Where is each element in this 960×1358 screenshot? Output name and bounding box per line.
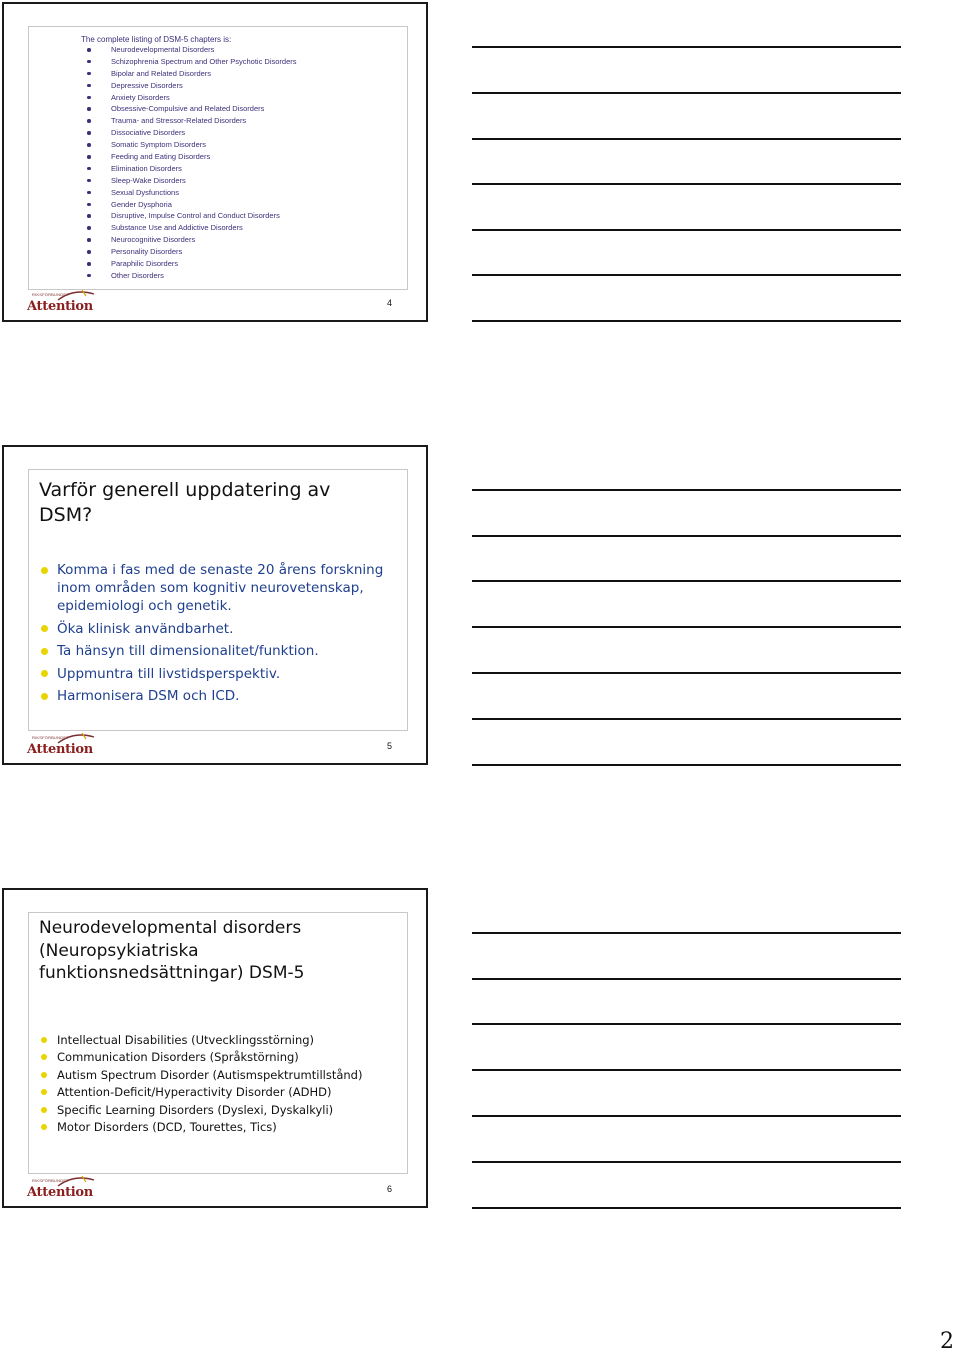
bullet-icon: [41, 1037, 47, 1043]
slide-number: 4: [386, 298, 392, 308]
list-item: Depressive Disorders: [81, 80, 297, 92]
list-item: Schizophrenia Spectrum and Other Psychotic Disorders: [81, 56, 297, 68]
bullet-icon: [87, 250, 91, 254]
note-line: [472, 274, 901, 276]
list-item: Komma i fas med de senaste 20 årens forskning inom områden som kognitiv neurovetenskap, epidemiologi och genetik.: [39, 561, 397, 615]
note-line: [472, 535, 901, 537]
list-item: Autism Spectrum Disorder (Autismspektrumtillstånd): [39, 1068, 362, 1082]
slide-6: [2, 888, 428, 1208]
bullet-icon: [87, 60, 91, 64]
note-line: [472, 1023, 901, 1025]
list-item: Anxiety Disorders: [81, 92, 297, 104]
note-line: [472, 764, 901, 766]
note-line: [472, 1161, 901, 1163]
bullet-icon: [87, 262, 91, 266]
list-item: Personality Disorders: [81, 246, 297, 258]
list-item: Obsessive-Compulsive and Related Disorders: [81, 103, 297, 115]
note-line: [472, 580, 901, 582]
page-number: 2: [940, 1329, 954, 1354]
note-line: [472, 489, 901, 491]
note-line: [472, 932, 901, 934]
list-item: Attention-Deficit/Hyperactivity Disorder (ADHD): [39, 1085, 362, 1099]
bullet-icon: [87, 143, 91, 147]
bullet-icon: [87, 131, 91, 135]
slide-content-area: [28, 26, 408, 290]
bullet-list: [39, 1033, 362, 1137]
chapter-list: [81, 44, 297, 282]
bullet-icon: [87, 167, 91, 171]
bullet-icon: [87, 107, 91, 111]
bullet-icon: [41, 1124, 47, 1130]
list-item: Neurodevelopmental Disorders: [81, 44, 297, 56]
list-item: Elimination Disorders: [81, 163, 297, 175]
list-item: Harmonisera DSM och ICD.: [39, 687, 397, 705]
list-item: Somatic Symptom Disorders: [81, 139, 297, 151]
slide-5: [2, 445, 428, 765]
note-line: [472, 229, 901, 231]
bullet-icon: [87, 179, 91, 183]
bullet-icon: [87, 119, 91, 123]
bullet-icon: [41, 567, 48, 574]
list-item: Ta hänsyn till dimensionalitet/funktion.: [39, 642, 397, 660]
list-item: Uppmuntra till livstidsperspektiv.: [39, 665, 397, 683]
list-item: Gender Dysphoria: [81, 199, 297, 211]
bullet-icon: [87, 155, 91, 159]
list-item: Sleep-Wake Disorders: [81, 175, 297, 187]
bullet-icon: [41, 1072, 47, 1078]
note-line: [472, 626, 901, 628]
bullet-icon: [41, 693, 48, 700]
bullet-icon: [87, 214, 91, 218]
bullet-icon: [41, 648, 48, 655]
bullet-icon: [41, 625, 48, 632]
bullet-icon: [87, 191, 91, 195]
attention-logo: RIKSFÖRBUNDET Attention: [26, 1176, 96, 1204]
bullet-icon: [87, 48, 91, 52]
note-line: [472, 320, 901, 322]
note-line: [472, 978, 901, 980]
list-item: Feeding and Eating Disorders: [81, 151, 297, 163]
note-line: [472, 1207, 901, 1209]
list-item: Intellectual Disabilities (Utvecklingsstörning): [39, 1033, 362, 1047]
slide-content-area: [28, 469, 408, 731]
bullet-icon: [87, 96, 91, 100]
note-line: [472, 672, 901, 674]
slide-content-area: [28, 912, 408, 1174]
note-line: [472, 1115, 901, 1117]
bullet-icon: [41, 1089, 47, 1095]
note-line: [472, 718, 901, 720]
slide-title: Varför generell uppdatering av DSM?: [39, 479, 331, 526]
list-item: Other Disorders: [81, 270, 297, 282]
list-item: Trauma- and Stressor-Related Disorders: [81, 115, 297, 127]
bullet-icon: [41, 670, 48, 677]
bullet-icon: [87, 226, 91, 230]
list-item: Sexual Dysfunctions: [81, 187, 297, 199]
note-line: [472, 1069, 901, 1071]
note-line: [472, 46, 901, 48]
bullet-list: [39, 561, 397, 710]
note-line: [472, 138, 901, 140]
list-item: Paraphilic Disorders: [81, 258, 297, 270]
note-line: [472, 92, 901, 94]
attention-logo: RIKSFÖRBUNDET Attention: [26, 733, 96, 761]
list-item: Motor Disorders (DCD, Tourettes, Tics): [39, 1120, 362, 1134]
slide-number: 6: [386, 1184, 392, 1194]
list-item: Specific Learning Disorders (Dyslexi, Dyskalkyli): [39, 1103, 362, 1117]
bullet-icon: [41, 1107, 47, 1113]
bullet-icon: [41, 1054, 47, 1060]
attention-logo: RIKSFÖRBUNDET Attention: [26, 290, 96, 318]
note-line: [472, 183, 901, 185]
list-item: Communication Disorders (Språkstörning): [39, 1050, 362, 1064]
slide-4: [2, 2, 428, 322]
list-item: Substance Use and Addictive Disorders: [81, 222, 297, 234]
bullet-icon: [87, 203, 91, 207]
slide-number: 5: [386, 741, 392, 751]
list-item: Dissociative Disorders: [81, 127, 297, 139]
list-item: Disruptive, Impulse Control and Conduct Disorders: [81, 210, 297, 222]
list-item: Neurocognitive Disorders: [81, 234, 297, 246]
bullet-icon: [87, 274, 91, 278]
slide-title: Neurodevelopmental disorders (Neuropsykiatriska funktionsnedsättningar) DSM-5: [39, 918, 305, 983]
slide-heading: The complete listing of DSM-5 chapters is:: [81, 35, 232, 44]
list-item: Bipolar and Related Disorders: [81, 68, 297, 80]
list-item: Öka klinisk användbarhet.: [39, 620, 397, 638]
bullet-icon: [87, 84, 91, 88]
bullet-icon: [87, 238, 91, 242]
bullet-icon: [87, 72, 91, 76]
